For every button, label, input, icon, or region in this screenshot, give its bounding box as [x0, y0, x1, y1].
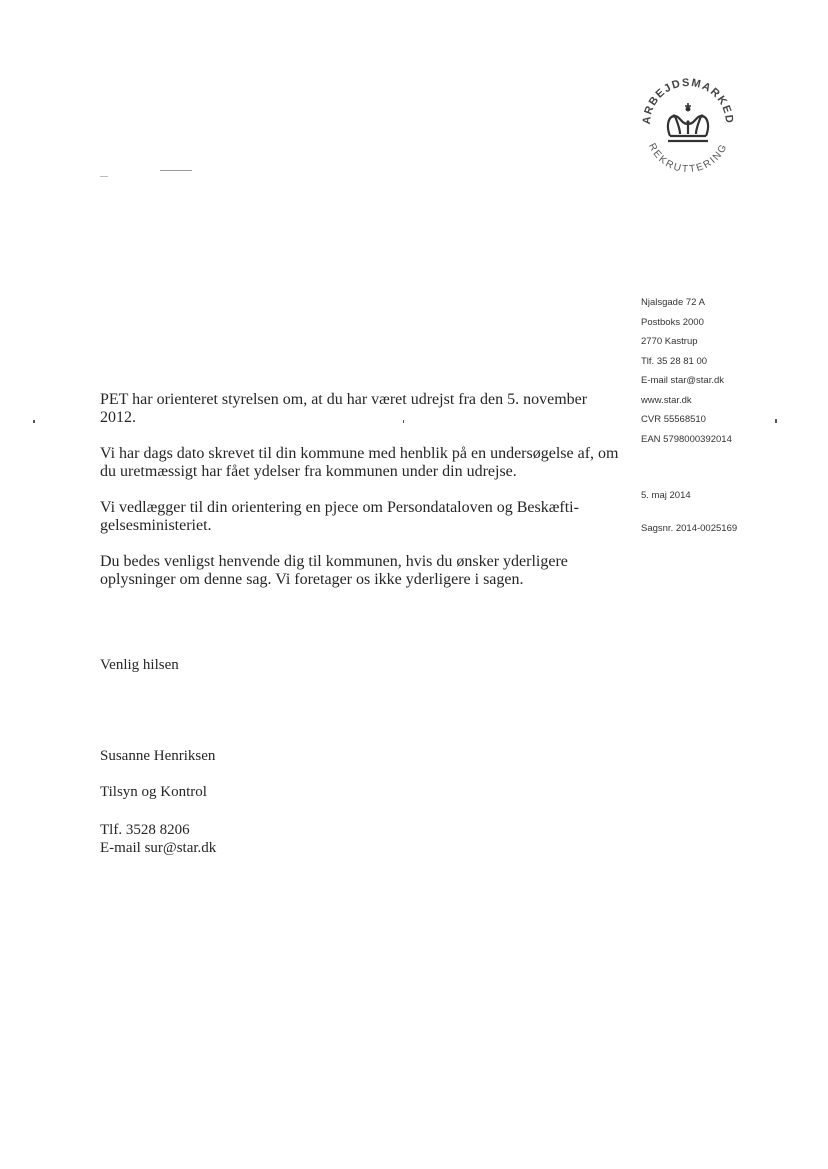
letter-date: 5. maj 2014: [641, 490, 691, 501]
address-street: Njalsgade 72 A: [641, 297, 705, 308]
signatory-contact: [100, 821, 216, 857]
address-website: www.star.dk: [641, 394, 692, 406]
address-email: E-mail star@star.dk: [641, 375, 725, 386]
address-phone: Tlf. 35 28 81 00: [641, 355, 708, 367]
address-cvr: CVR 55568510: [641, 414, 706, 425]
scan-mark: [33, 420, 35, 423]
signatory-name: Susanne Henriksen: [100, 748, 216, 764]
svg-text:ARBEJDSMARKED: ARBEJDSMARKED: [640, 76, 736, 125]
body-paragraph: PET har orienteret styrelsen om, at du har været udrejst fra den 5. november 2012.: [100, 391, 588, 426]
svg-text:REKRUTTERING: REKRUTTERING: [645, 141, 731, 176]
case-number: Sagsnr. 2014-0025169: [641, 523, 738, 534]
scan-mark: [160, 170, 192, 171]
address-city: 2770 Kastrup: [641, 336, 698, 347]
address-pobox: Postboks 2000: [641, 316, 704, 328]
agency-seal-logo: [628, 62, 748, 182]
crown-icon: [628, 62, 748, 182]
signatory-phone: Tlf. 3528 8206: [100, 822, 190, 838]
sender-address-block: [641, 293, 791, 449]
body-paragraph: Vi har dags dato skrevet til din kommune med henblik på en undersøgelse af, om du uretmæssigt har fået ydelser fra kommunen under din udrejse.: [100, 445, 619, 480]
address-ean: EAN 5798000392014: [641, 433, 732, 445]
letter-body: [100, 391, 620, 607]
signatory-email: E-mail sur@star.dk: [100, 840, 217, 856]
signatory-department: Tilsyn og Kontrol: [100, 784, 207, 800]
body-paragraph: Vi vedlægger til din orientering en pjece om Persondataloven og Beskæfti-gelsesministeriet.: [100, 499, 579, 534]
body-paragraph: Du bedes venligst henvende dig til kommunen, hvis du ønsker yderligere oplysninger om denne sag. Vi foretager os ikke yderligere i sagen.: [100, 553, 568, 588]
closing-greeting: Venlig hilsen: [100, 657, 179, 673]
scan-mark: [100, 176, 108, 177]
